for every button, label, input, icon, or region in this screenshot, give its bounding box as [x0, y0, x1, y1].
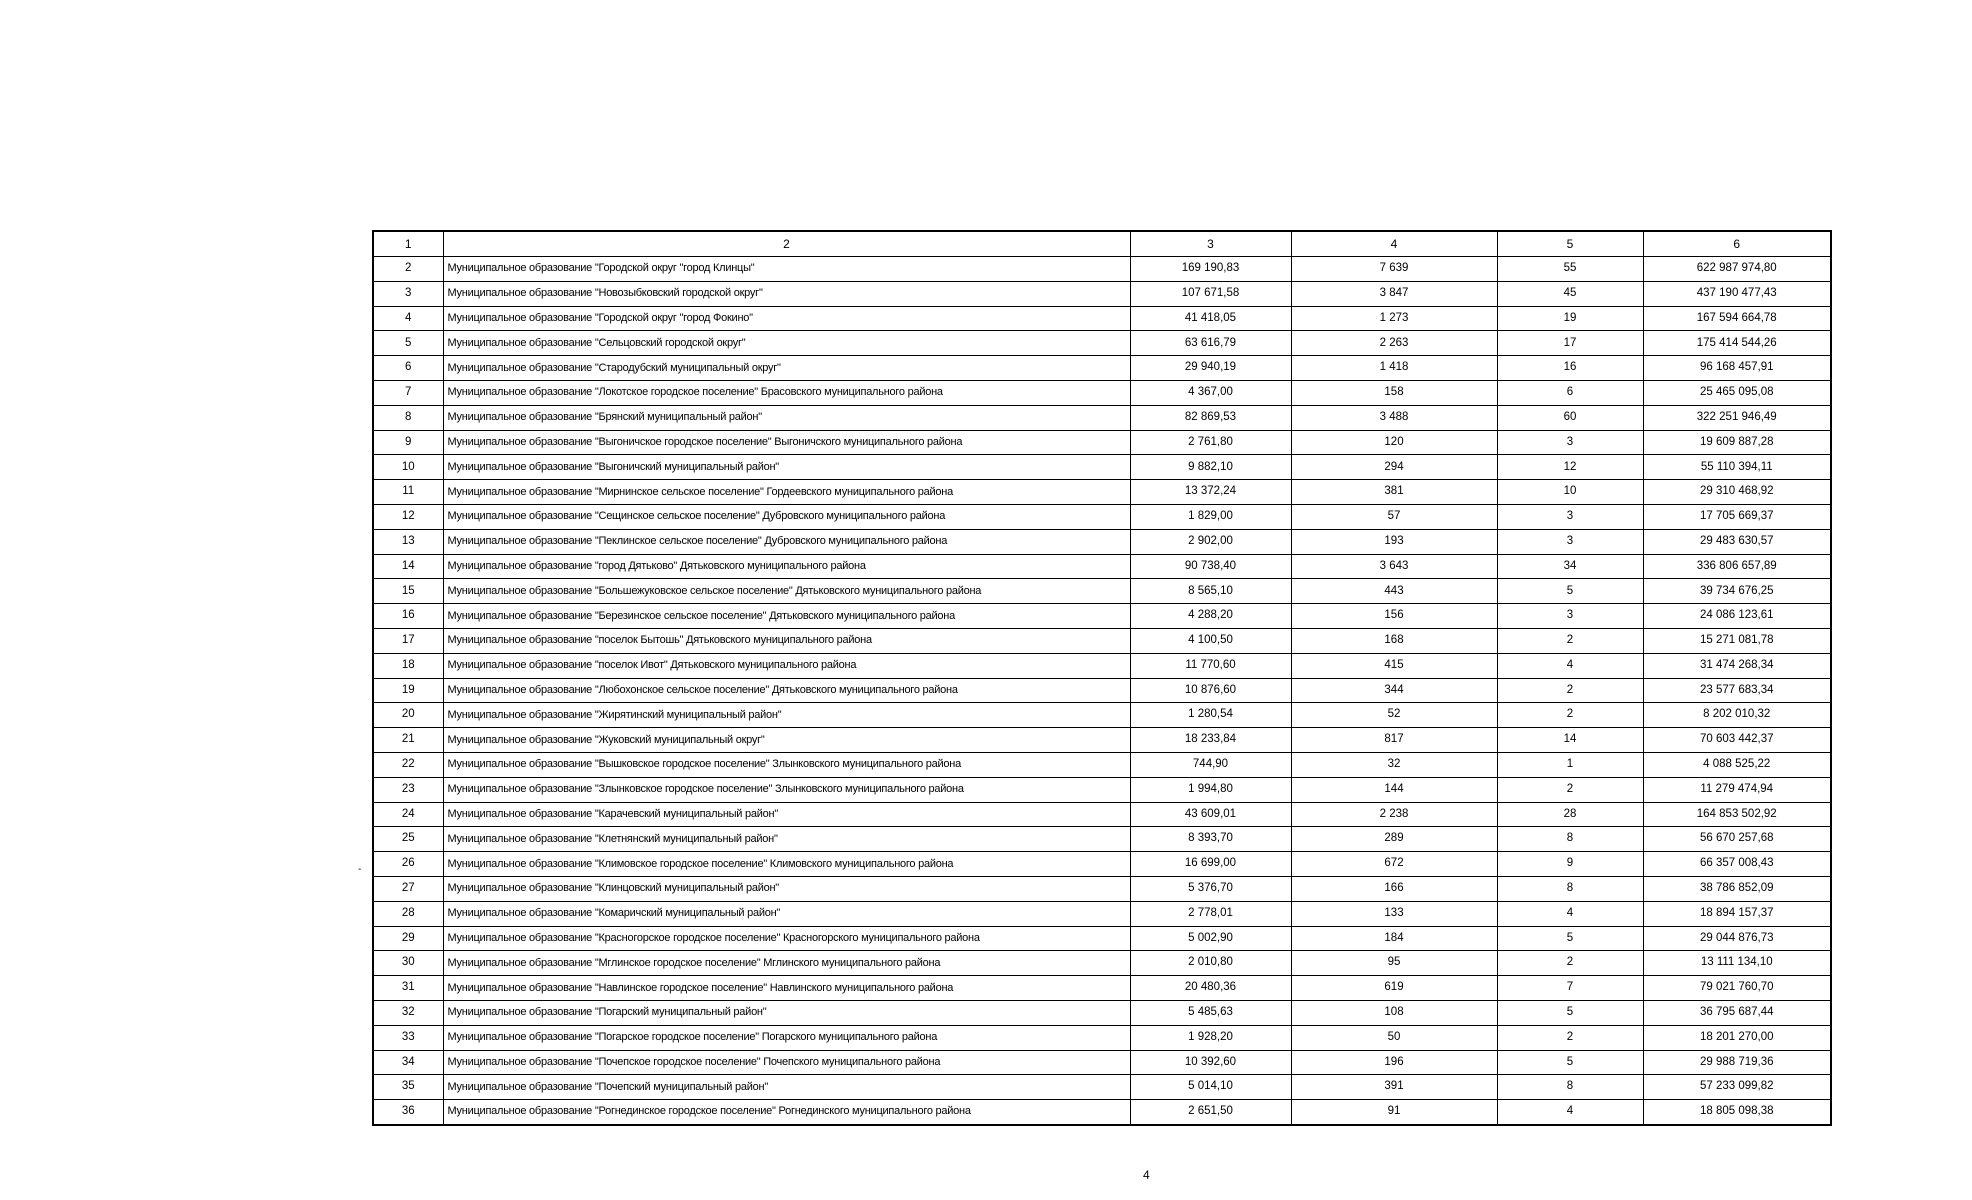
value-col5-cell: 1	[1497, 752, 1643, 777]
value-col5-cell: 12	[1497, 455, 1643, 480]
value-col6-cell: 38 786 852,09	[1643, 876, 1831, 901]
municipality-name-cell: Муниципальное образование "Сельцовский городской округ"	[443, 331, 1130, 356]
value-col6-cell: 56 670 257,68	[1643, 827, 1831, 852]
municipality-name-cell: Муниципальное образование "Городской округ "город Клинцы"	[443, 257, 1130, 282]
value-col5-cell: 3	[1497, 529, 1643, 554]
value-col5-cell: 5	[1497, 1000, 1643, 1025]
municipality-name-cell: Муниципальное образование "Клинцовский муниципальный район"	[443, 876, 1130, 901]
table-row	[373, 976, 1831, 1001]
row-number-cell: 6	[373, 356, 443, 381]
municipality-name-cell: Муниципальное образование "Красногорское городское поселение" Красногорского муниципального района	[443, 926, 1130, 951]
value-col6-cell: 31 474 268,34	[1643, 653, 1831, 678]
table-header-row	[373, 231, 1831, 257]
table-row	[373, 331, 1831, 356]
table-row	[373, 951, 1831, 976]
row-number-cell: 4	[373, 306, 443, 331]
row-number-cell: 16	[373, 604, 443, 629]
table-row	[373, 852, 1831, 877]
table-row	[373, 777, 1831, 802]
value-col4-cell: 50	[1291, 1025, 1497, 1050]
value-col4-cell: 166	[1291, 876, 1497, 901]
value-col4-cell: 619	[1291, 976, 1497, 1001]
row-number-cell: 14	[373, 554, 443, 579]
value-col3-cell: 1 280,54	[1130, 703, 1291, 728]
value-col4-cell: 1 273	[1291, 306, 1497, 331]
value-col4-cell: 158	[1291, 380, 1497, 405]
municipality-name-cell: Муниципальное образование "Вышковское городское поселение" Злынковского муниципального района	[443, 752, 1130, 777]
value-col5-cell: 14	[1497, 728, 1643, 753]
value-col3-cell: 4 367,00	[1130, 380, 1291, 405]
row-number-cell: 8	[373, 405, 443, 430]
value-col4-cell: 7 639	[1291, 257, 1497, 282]
value-col4-cell: 2 263	[1291, 331, 1497, 356]
value-col6-cell: 29 988 719,36	[1643, 1050, 1831, 1075]
value-col4-cell: 91	[1291, 1100, 1497, 1125]
municipality-name-cell: Муниципальное образование "Городской округ "город Фокино"	[443, 306, 1130, 331]
value-col3-cell: 8 393,70	[1130, 827, 1291, 852]
table-row	[373, 678, 1831, 703]
value-col6-cell: 36 795 687,44	[1643, 1000, 1831, 1025]
table-row	[373, 1100, 1831, 1125]
municipality-name-cell: Муниципальное образование "Клетнянский муниципальный район"	[443, 827, 1130, 852]
value-col5-cell: 34	[1497, 554, 1643, 579]
municipal-data-table	[372, 230, 1832, 1126]
row-number-cell: 35	[373, 1075, 443, 1100]
row-number-cell: 5	[373, 331, 443, 356]
row-number-cell: 11	[373, 480, 443, 505]
value-col4-cell: 294	[1291, 455, 1497, 480]
value-col3-cell: 5 014,10	[1130, 1075, 1291, 1100]
value-col5-cell: 8	[1497, 1075, 1643, 1100]
value-col5-cell: 7	[1497, 976, 1643, 1001]
value-col6-cell: 29 483 630,57	[1643, 529, 1831, 554]
municipality-name-cell: Муниципальное образование "Стародубский муниципальный округ"	[443, 356, 1130, 381]
municipality-name-cell: Муниципальное образование "Почепское городское поселение" Почепского муниципального района	[443, 1050, 1130, 1075]
value-col3-cell: 5 485,63	[1130, 1000, 1291, 1025]
value-col3-cell: 90 738,40	[1130, 554, 1291, 579]
value-col3-cell: 4 288,20	[1130, 604, 1291, 629]
municipality-name-cell: Муниципальное образование "Рогнединское городское поселение" Рогнединского муниципального района	[443, 1100, 1130, 1125]
row-number-cell: 31	[373, 976, 443, 1001]
value-col3-cell: 2 651,50	[1130, 1100, 1291, 1125]
value-col5-cell: 55	[1497, 257, 1643, 282]
row-number-cell: 3	[373, 281, 443, 306]
table-row	[373, 455, 1831, 480]
row-number-cell: 9	[373, 430, 443, 455]
municipality-name-cell: Муниципальное образование "город Дятьково" Дятьковского муниципального района	[443, 554, 1130, 579]
municipality-name-cell: Муниципальное образование "Жуковский муниципальный округ"	[443, 728, 1130, 753]
row-number-cell: 19	[373, 678, 443, 703]
value-col6-cell: 175 414 544,26	[1643, 331, 1831, 356]
row-number-cell: 7	[373, 380, 443, 405]
municipality-name-cell: Муниципальное образование "Сещинское сельское поселение" Дубровского муниципального района	[443, 504, 1130, 529]
table-row	[373, 901, 1831, 926]
value-col4-cell: 415	[1291, 653, 1497, 678]
municipality-name-cell: Муниципальное образование "поселок Ивот" Дятьковского муниципального района	[443, 653, 1130, 678]
row-number-cell: 36	[373, 1100, 443, 1125]
value-col5-cell: 60	[1497, 405, 1643, 430]
municipality-name-cell: Муниципальное образование "Злынковское городское поселение" Злынковского муниципального района	[443, 777, 1130, 802]
value-col3-cell: 10 392,60	[1130, 1050, 1291, 1075]
value-col4-cell: 2 238	[1291, 802, 1497, 827]
table-row	[373, 430, 1831, 455]
row-number-cell: 17	[373, 628, 443, 653]
value-col4-cell: 381	[1291, 480, 1497, 505]
value-col4-cell: 1 418	[1291, 356, 1497, 381]
value-col4-cell: 168	[1291, 628, 1497, 653]
value-col3-cell: 20 480,36	[1130, 976, 1291, 1001]
row-number-cell: 13	[373, 529, 443, 554]
value-col6-cell: 167 594 664,78	[1643, 306, 1831, 331]
value-col3-cell: 2 902,00	[1130, 529, 1291, 554]
value-col5-cell: 8	[1497, 876, 1643, 901]
row-number-cell: 12	[373, 504, 443, 529]
value-col5-cell: 17	[1497, 331, 1643, 356]
table-row	[373, 579, 1831, 604]
table-row	[373, 1075, 1831, 1100]
value-col5-cell: 9	[1497, 852, 1643, 877]
value-col6-cell: 622 987 974,80	[1643, 257, 1831, 282]
municipality-name-cell: Муниципальное образование "Локотское городское поселение" Брасовского муниципального района	[443, 380, 1130, 405]
value-col6-cell: 25 465 095,08	[1643, 380, 1831, 405]
table-row	[373, 728, 1831, 753]
value-col4-cell: 3 847	[1291, 281, 1497, 306]
value-col5-cell: 2	[1497, 628, 1643, 653]
municipality-name-cell: Муниципальное образование "Брянский муниципальный район"	[443, 405, 1130, 430]
table-row	[373, 356, 1831, 381]
value-col3-cell: 8 565,10	[1130, 579, 1291, 604]
value-col3-cell: 2 778,01	[1130, 901, 1291, 926]
value-col3-cell: 2 010,80	[1130, 951, 1291, 976]
row-number-cell: 24	[373, 802, 443, 827]
value-col6-cell: 55 110 394,11	[1643, 455, 1831, 480]
column-header: 6	[1643, 231, 1831, 257]
value-col5-cell: 4	[1497, 653, 1643, 678]
value-col3-cell: 41 418,05	[1130, 306, 1291, 331]
table-row	[373, 752, 1831, 777]
value-col5-cell: 3	[1497, 430, 1643, 455]
table-row	[373, 480, 1831, 505]
municipality-name-cell: Муниципальное образование "Почепский муниципальный район"	[443, 1075, 1130, 1100]
value-col4-cell: 57	[1291, 504, 1497, 529]
value-col6-cell: 322 251 946,49	[1643, 405, 1831, 430]
value-col5-cell: 2	[1497, 678, 1643, 703]
value-col3-cell: 13 372,24	[1130, 480, 1291, 505]
value-col5-cell: 6	[1497, 380, 1643, 405]
value-col6-cell: 164 853 502,92	[1643, 802, 1831, 827]
value-col5-cell: 28	[1497, 802, 1643, 827]
value-col4-cell: 52	[1291, 703, 1497, 728]
table-row	[373, 306, 1831, 331]
value-col6-cell: 336 806 657,89	[1643, 554, 1831, 579]
value-col6-cell: 29 044 876,73	[1643, 926, 1831, 951]
value-col4-cell: 196	[1291, 1050, 1497, 1075]
value-col6-cell: 18 894 157,37	[1643, 901, 1831, 926]
value-col3-cell: 5 002,90	[1130, 926, 1291, 951]
table-row	[373, 529, 1831, 554]
municipality-name-cell: Муниципальное образование "Мглинское городское поселение" Мглинского муниципального района	[443, 951, 1130, 976]
value-col3-cell: 10 876,60	[1130, 678, 1291, 703]
value-col4-cell: 133	[1291, 901, 1497, 926]
row-number-cell: 23	[373, 777, 443, 802]
municipality-name-cell: Муниципальное образование "Березинское сельское поселение" Дятьковского муниципального района	[443, 604, 1130, 629]
table-row	[373, 926, 1831, 951]
row-number-cell: 26	[373, 852, 443, 877]
value-col4-cell: 144	[1291, 777, 1497, 802]
page-number: 4	[1143, 1168, 1150, 1182]
municipality-name-cell: Муниципальное образование "Новозыбковский городской округ"	[443, 281, 1130, 306]
value-col4-cell: 391	[1291, 1075, 1497, 1100]
table-row	[373, 827, 1831, 852]
municipality-name-cell: Муниципальное образование "Погарское городское поселение" Погарского муниципального района	[443, 1025, 1130, 1050]
value-col3-cell: 1 928,20	[1130, 1025, 1291, 1050]
value-col3-cell: 29 940,19	[1130, 356, 1291, 381]
value-col6-cell: 39 734 676,25	[1643, 579, 1831, 604]
value-col6-cell: 19 609 887,28	[1643, 430, 1831, 455]
value-col5-cell: 10	[1497, 480, 1643, 505]
value-col3-cell: 43 609,01	[1130, 802, 1291, 827]
value-col4-cell: 95	[1291, 951, 1497, 976]
table-row	[373, 380, 1831, 405]
row-number-cell: 30	[373, 951, 443, 976]
value-col3-cell: 16 699,00	[1130, 852, 1291, 877]
value-col4-cell: 193	[1291, 529, 1497, 554]
value-col5-cell: 5	[1497, 579, 1643, 604]
municipality-name-cell: Муниципальное образование "Выгоничский муниципальный район"	[443, 455, 1130, 480]
table-row	[373, 628, 1831, 653]
row-number-cell: 21	[373, 728, 443, 753]
value-col6-cell: 18 201 270,00	[1643, 1025, 1831, 1050]
municipality-name-cell: Муниципальное образование "Жирятинский муниципальный район"	[443, 703, 1130, 728]
column-header: 3	[1130, 231, 1291, 257]
row-number-cell: 32	[373, 1000, 443, 1025]
value-col3-cell: 82 869,53	[1130, 405, 1291, 430]
row-number-cell: 33	[373, 1025, 443, 1050]
value-col4-cell: 184	[1291, 926, 1497, 951]
column-header: 5	[1497, 231, 1643, 257]
table-row	[373, 1000, 1831, 1025]
row-number-cell: 15	[373, 579, 443, 604]
value-col4-cell: 3 488	[1291, 405, 1497, 430]
table-row	[373, 802, 1831, 827]
municipality-name-cell: Муниципальное образование "Выгоничское городское поселение" Выгоничского муниципального района	[443, 430, 1130, 455]
row-number-cell: 18	[373, 653, 443, 678]
value-col4-cell: 817	[1291, 728, 1497, 753]
value-col6-cell: 24 086 123,61	[1643, 604, 1831, 629]
value-col5-cell: 5	[1497, 1050, 1643, 1075]
table-row	[373, 257, 1831, 282]
value-col6-cell: 13 111 134,10	[1643, 951, 1831, 976]
value-col3-cell: 2 761,80	[1130, 430, 1291, 455]
table-row	[373, 1025, 1831, 1050]
table-row	[373, 1050, 1831, 1075]
value-col3-cell: 107 671,58	[1130, 281, 1291, 306]
row-number-cell: 29	[373, 926, 443, 951]
row-number-cell: 20	[373, 703, 443, 728]
value-col5-cell: 19	[1497, 306, 1643, 331]
scan-mark: -	[358, 864, 362, 875]
row-number-cell: 28	[373, 901, 443, 926]
value-col3-cell: 5 376,70	[1130, 876, 1291, 901]
row-number-cell: 2	[373, 257, 443, 282]
value-col6-cell: 96 168 457,91	[1643, 356, 1831, 381]
value-col6-cell: 70 603 442,37	[1643, 728, 1831, 753]
value-col5-cell: 5	[1497, 926, 1643, 951]
value-col3-cell: 4 100,50	[1130, 628, 1291, 653]
value-col5-cell: 2	[1497, 951, 1643, 976]
row-number-cell: 27	[373, 876, 443, 901]
value-col5-cell: 2	[1497, 703, 1643, 728]
value-col4-cell: 672	[1291, 852, 1497, 877]
value-col3-cell: 9 882,10	[1130, 455, 1291, 480]
value-col6-cell: 23 577 683,34	[1643, 678, 1831, 703]
value-col4-cell: 108	[1291, 1000, 1497, 1025]
value-col3-cell: 63 616,79	[1130, 331, 1291, 356]
document-sheet	[372, 230, 1830, 1126]
value-col6-cell: 8 202 010,32	[1643, 703, 1831, 728]
value-col4-cell: 443	[1291, 579, 1497, 604]
municipality-name-cell: Муниципальное образование "Климовское городское поселение" Климовского муниципального района	[443, 852, 1130, 877]
table-row	[373, 604, 1831, 629]
value-col6-cell: 29 310 468,92	[1643, 480, 1831, 505]
value-col4-cell: 156	[1291, 604, 1497, 629]
value-col5-cell: 16	[1497, 356, 1643, 381]
municipality-name-cell: Муниципальное образование "Любохонское сельское поселение" Дятьковского муниципального района	[443, 678, 1130, 703]
value-col5-cell: 2	[1497, 1025, 1643, 1050]
value-col6-cell: 18 805 098,38	[1643, 1100, 1831, 1125]
table-row	[373, 504, 1831, 529]
value-col4-cell: 344	[1291, 678, 1497, 703]
value-col4-cell: 120	[1291, 430, 1497, 455]
table-row	[373, 281, 1831, 306]
row-number-cell: 10	[373, 455, 443, 480]
value-col3-cell: 18 233,84	[1130, 728, 1291, 753]
value-col3-cell: 11 770,60	[1130, 653, 1291, 678]
value-col3-cell: 1 994,80	[1130, 777, 1291, 802]
municipality-name-cell: Муниципальное образование "Большежуковское сельское поселение" Дятьковского муниципального района	[443, 579, 1130, 604]
municipality-name-cell: Муниципальное образование "поселок Бытошь" Дятьковского муниципального района	[443, 628, 1130, 653]
municipality-name-cell: Муниципальное образование "Мирнинское сельское поселение" Гордеевского муниципального района	[443, 480, 1130, 505]
value-col5-cell: 8	[1497, 827, 1643, 852]
value-col6-cell: 437 190 477,43	[1643, 281, 1831, 306]
municipality-name-cell: Муниципальное образование "Погарский муниципальный район"	[443, 1000, 1130, 1025]
municipality-name-cell: Муниципальное образование "Навлинское городское поселение" Навлинского муниципального района	[443, 976, 1130, 1001]
row-number-cell: 34	[373, 1050, 443, 1075]
value-col4-cell: 289	[1291, 827, 1497, 852]
municipality-name-cell: Муниципальное образование "Пеклинское сельское поселение" Дубровского муниципального района	[443, 529, 1130, 554]
row-number-cell: 22	[373, 752, 443, 777]
table-row	[373, 405, 1831, 430]
column-header: 4	[1291, 231, 1497, 257]
value-col6-cell: 66 357 008,43	[1643, 852, 1831, 877]
value-col6-cell: 79 021 760,70	[1643, 976, 1831, 1001]
table-row	[373, 876, 1831, 901]
table-row	[373, 554, 1831, 579]
table-row	[373, 703, 1831, 728]
value-col6-cell: 57 233 099,82	[1643, 1075, 1831, 1100]
value-col6-cell: 11 279 474,94	[1643, 777, 1831, 802]
row-number-cell: 25	[373, 827, 443, 852]
value-col5-cell: 3	[1497, 504, 1643, 529]
value-col3-cell: 1 829,00	[1130, 504, 1291, 529]
table-row	[373, 653, 1831, 678]
value-col6-cell: 4 088 525,22	[1643, 752, 1831, 777]
column-header: 2	[443, 231, 1130, 257]
value-col5-cell: 4	[1497, 901, 1643, 926]
value-col5-cell: 3	[1497, 604, 1643, 629]
value-col5-cell: 45	[1497, 281, 1643, 306]
value-col3-cell: 169 190,83	[1130, 257, 1291, 282]
municipality-name-cell: Муниципальное образование "Карачевский муниципальный район"	[443, 802, 1130, 827]
value-col6-cell: 17 705 669,37	[1643, 504, 1831, 529]
municipality-name-cell: Муниципальное образование "Комаричский муниципальный район"	[443, 901, 1130, 926]
value-col6-cell: 15 271 081,78	[1643, 628, 1831, 653]
value-col5-cell: 4	[1497, 1100, 1643, 1125]
value-col3-cell: 744,90	[1130, 752, 1291, 777]
value-col4-cell: 32	[1291, 752, 1497, 777]
column-header: 1	[373, 231, 443, 257]
value-col5-cell: 2	[1497, 777, 1643, 802]
value-col4-cell: 3 643	[1291, 554, 1497, 579]
